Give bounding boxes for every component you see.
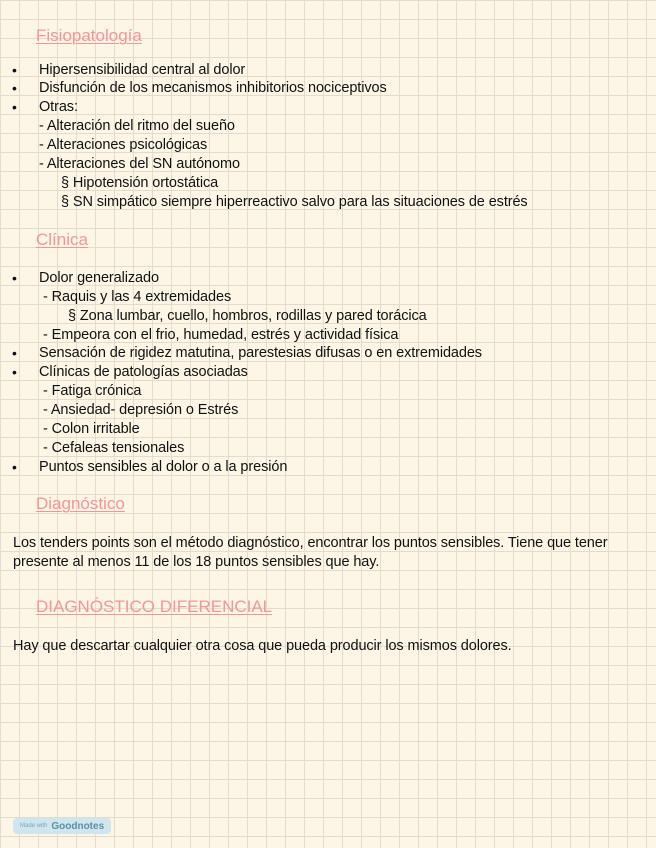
bullet-icon: • [12, 80, 17, 96]
clinica-asociadas-sub-2: - Ansiedad- depresión o Estrés [43, 402, 239, 418]
clinica-asociadas-sub-3: - Colon irritable [43, 421, 140, 437]
clinica-item-4: Puntos sensibles al dolor o a la presión [39, 459, 288, 475]
fisio-sub-2: - Alteraciones psicológicas [39, 137, 208, 153]
fisio-item-3: Otras: [39, 99, 78, 115]
bullet-icon: • [12, 345, 17, 361]
clinica-item-3: Clínicas de patologías asociadas [39, 364, 248, 380]
fisio-sub-1: - Alteración del ritmo del sueño [39, 118, 235, 134]
clinica-dolor-sub-1: - Raquis y las 4 extremidades [43, 289, 232, 305]
clinica-item-2: Sensación de rigidez matutina, parestesias difusas o en extremidades [39, 345, 482, 361]
goodnotes-logo: Goodnotes [51, 820, 105, 832]
fisio-item-2: Disfunción de los mecanismos inhibitorios nociceptivos [39, 80, 387, 96]
bullet-icon: • [12, 62, 17, 78]
heading-diagnostico-diferencial: DIAGNÓSTICO DIFERENCIAL [36, 597, 273, 616]
clinica-dolor-subsub: § Zona lumbar, cuello, hombros, rodillas y pared torácica [68, 308, 427, 324]
diagnostico-text: Los tenders points son el método diagnóstico, encontrar los puntos sensibles. Tiene que tener presente al menos 11 de los 18 puntos sensibles que hay. [13, 535, 608, 570]
fisio-item-1: Hipersensibilidad central al dolor [39, 62, 246, 78]
fisio-sub-3: - Alteraciones del SN autónomo [39, 156, 240, 172]
clinica-item-1: Dolor generalizado [39, 270, 159, 286]
clinica-asociadas-sub-4: - Cefaleas tensionales [43, 440, 185, 456]
heading-fisiopatologia: Fisiopatología [36, 26, 142, 45]
bullet-icon: • [12, 364, 17, 380]
fisio-subsub-1: § Hipotensión ortostática [61, 175, 219, 191]
clinica-dolor-sub-2: - Empeora con el frio, humedad, estrés y actividad física [43, 327, 399, 343]
bullet-icon: • [12, 270, 17, 286]
heading-diagnostico: Diagnóstico [36, 494, 125, 513]
heading-clinica: Clínica [36, 230, 88, 249]
made-with-label: Made with [20, 823, 48, 829]
diferencial-text: Hay que descartar cualquier otra cosa que pueda producir los mismos dolores. [13, 638, 512, 654]
bullet-icon: • [12, 459, 17, 475]
fisio-subsub-2: § SN simpático siempre hiperreactivo salvo para las situaciones de estrés [61, 194, 528, 210]
bullet-icon: • [12, 99, 17, 115]
goodnotes-badge [13, 818, 111, 834]
clinica-asociadas-sub-1: - Fatiga crónica [43, 383, 142, 399]
